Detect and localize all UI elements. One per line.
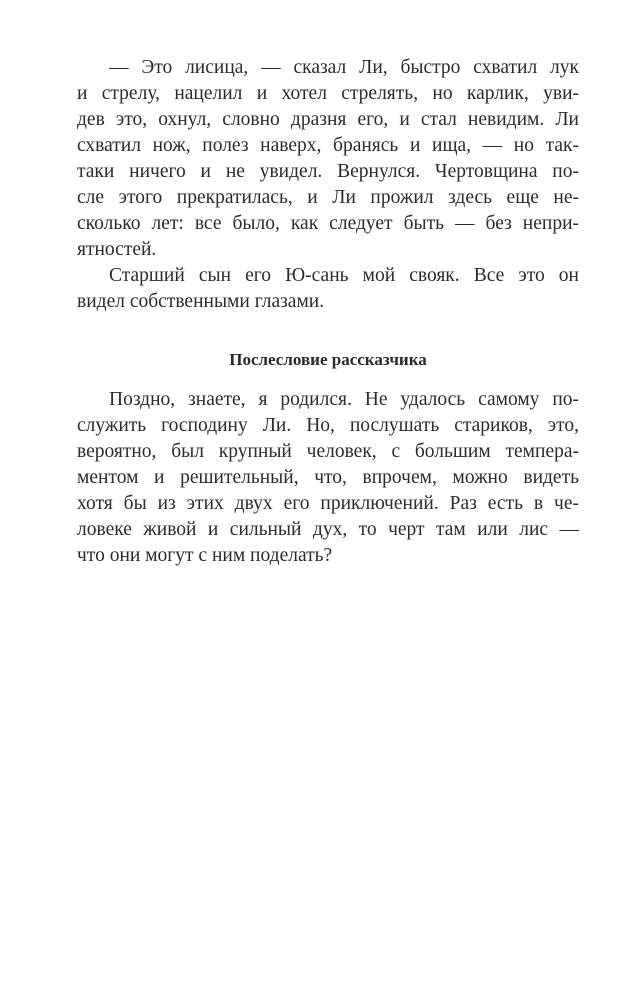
text-line: дев это, охнул, словно дразня его, и стал невидим. Ли — [77, 109, 579, 130]
text-line: что они могут с ним поделать? — [77, 545, 333, 566]
text-line: таки ничего и не увидел. Вернулся. Чертовщина по- — [77, 161, 579, 182]
text-line: и стрелу, нацелил и хотел стрелять, но карлик, уви- — [77, 83, 579, 104]
text-line: схватил нож, полез наверх, бранясь и ища, — но так- — [77, 135, 579, 156]
text-line: служить господину Ли. Но, послушать стариков, это, — [77, 415, 579, 436]
paragraph-fox-encounter — [77, 55, 579, 263]
section-heading: Послесловие рассказчика — [229, 350, 427, 369]
text-line: хотя бы из этих двух его приключений. Раз есть в че- — [77, 493, 579, 514]
book-page — [77, 55, 579, 569]
paragraph-afterword — [77, 387, 579, 569]
text-line: Старший сын его Ю-сань мой свояк. Все это он — [109, 265, 579, 286]
text-line: Поздно, знаете, я родился. Не удалось самому по- — [109, 389, 579, 410]
text-line: — Это лисица, — сказал Ли, быстро схватил лук — [109, 57, 579, 78]
text-line: ментом и решительный, что, впрочем, можно видеть — [77, 467, 579, 488]
paragraph-eldest-son — [77, 263, 579, 315]
text-line: сле этого прекратилась, и Ли прожил здесь еще не- — [77, 187, 579, 208]
text-line: ловеке живой и сильный дух, то черт там или лис — — [77, 519, 579, 540]
text-line: ятностей. — [77, 239, 157, 260]
text-line: вероятно, был крупный человек, с большим темпера- — [77, 441, 579, 462]
text-line: сколько лет: все было, как следует быть — без непри- — [77, 213, 579, 234]
text-line: видел собственными глазами. — [77, 291, 325, 312]
